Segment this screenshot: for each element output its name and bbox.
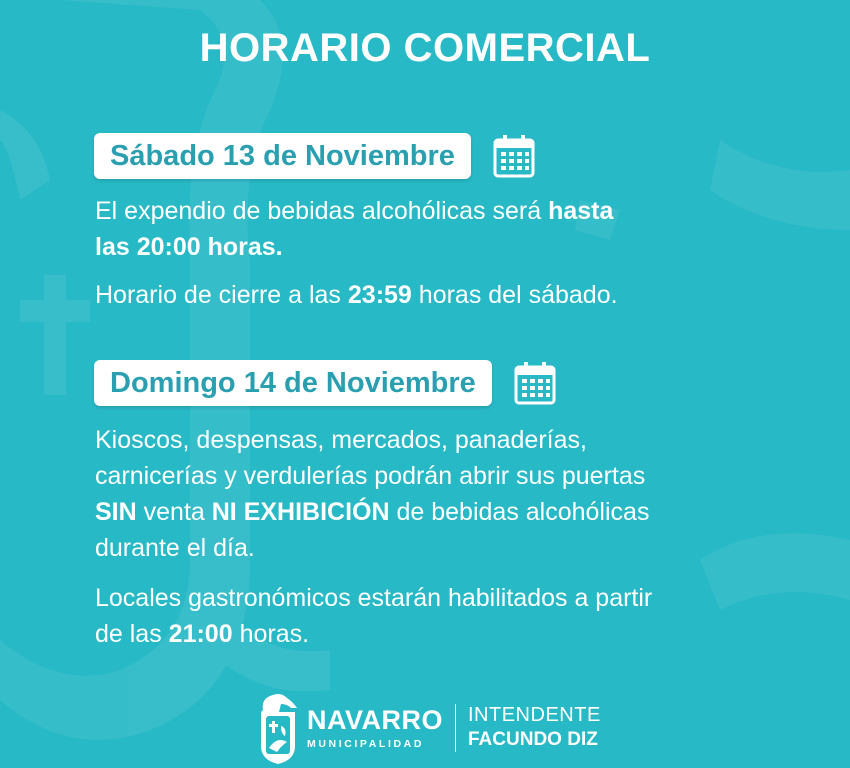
sunday-gastro-time: 21:00 (168, 620, 233, 648)
saturday-date-row (94, 133, 535, 179)
saturday-line2-bold: las 20:00 horas. (95, 233, 283, 261)
saturday-alcohol-text (95, 193, 613, 265)
intendente-block (468, 704, 601, 752)
navarro-shield-logo (257, 692, 299, 764)
sunday-shops-text (95, 422, 649, 566)
sunday-date-row (94, 360, 556, 406)
sunday-shops-line3-post: de bebidas alcohólicas (389, 498, 650, 526)
footer-divider (455, 704, 456, 752)
sunday-gastro-line1: Locales gastronómicos estarán habilitados a partir (95, 584, 653, 612)
calendar-icon (514, 361, 556, 405)
intendente-label: INTENDENTE (468, 704, 601, 726)
saturday-close-text (95, 277, 618, 313)
saturday-line1-bold: hasta (548, 197, 614, 225)
footer-branding (257, 692, 601, 764)
sunday-gastro-post: horas. (232, 620, 310, 648)
saturday-date-pill: Sábado 13 de Noviembre (94, 133, 471, 179)
sunday-shops-line4: durante el día. (95, 534, 255, 562)
sunday-shops-line1: Kioscos, despensas, mercados, panaderías, (95, 426, 587, 454)
saturday-close-pre: Horario de cierre a las (95, 281, 348, 309)
saturday-close-time: 23:59 (347, 281, 412, 309)
brand-block (307, 706, 443, 751)
sunday-shops-sin: SIN (95, 498, 137, 526)
saturday-line1-text: El expendio de bebidas alcohólicas será (95, 197, 549, 225)
sunday-gastro-pre: de las (95, 620, 169, 648)
brand-name: NAVARRO (307, 704, 443, 735)
sunday-date-pill: Domingo 14 de Noviembre (94, 360, 492, 406)
sunday-shops-line2: carnicerías y verdulerías podrán abrir sus puertas (95, 462, 646, 490)
sunday-shops-venta: venta (136, 498, 212, 526)
sunday-shops-exhibicion: NI EXHIBICIÓN (211, 498, 390, 526)
saturday-close-post: horas del sábado. (411, 281, 618, 309)
page-title: HORARIO COMERCIAL (199, 26, 651, 70)
sunday-gastro-text (95, 580, 652, 652)
calendar-icon (493, 134, 535, 178)
intendente-name: FACUNDO DIZ (468, 729, 598, 750)
brand-subtitle: MUNICIPALIDAD (307, 737, 425, 750)
